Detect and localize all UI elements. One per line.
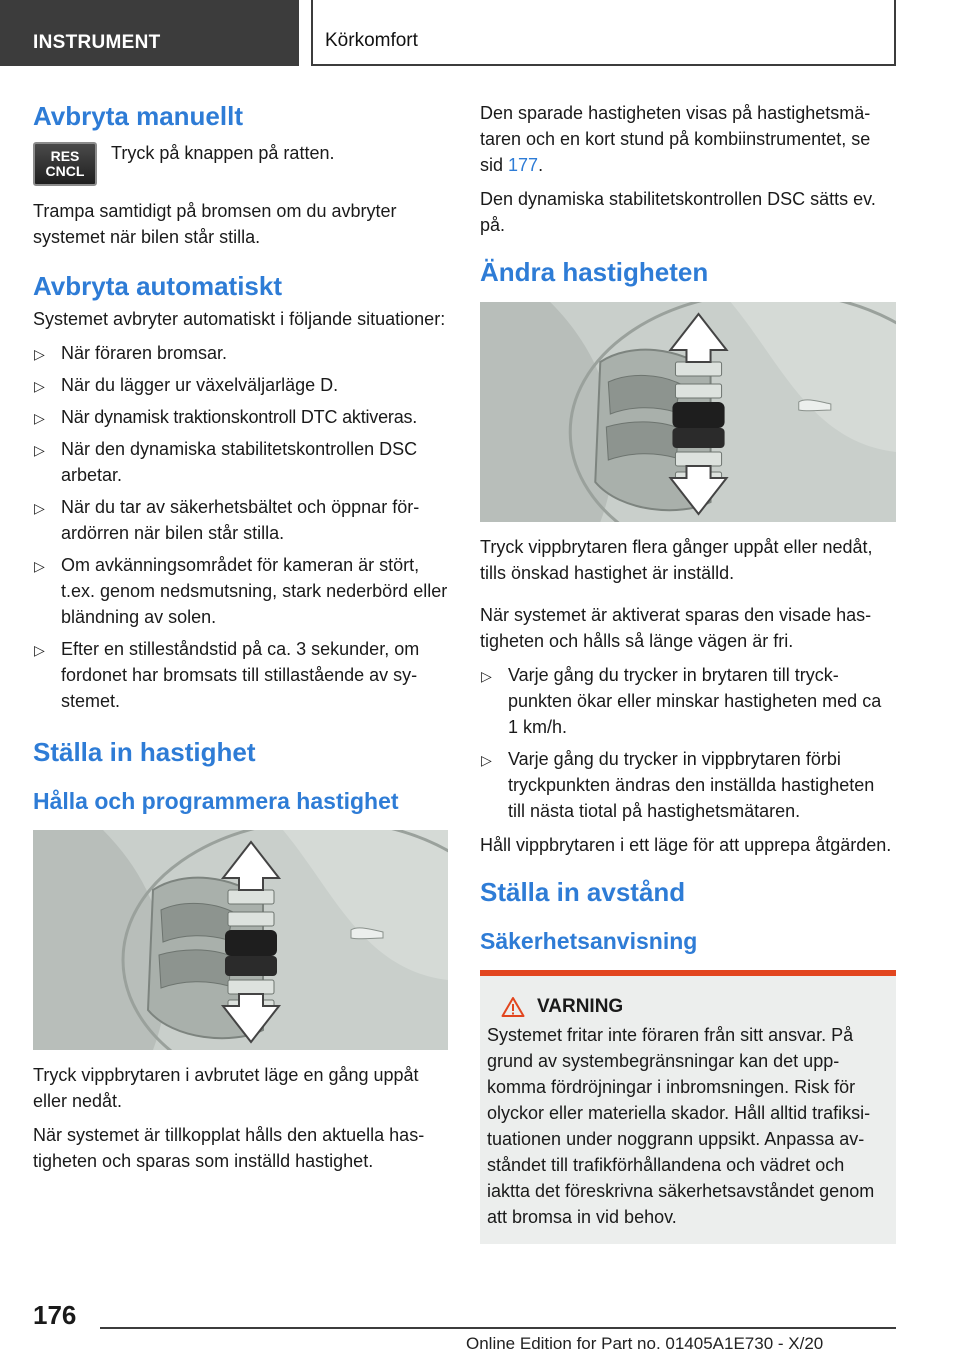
list-item: ▷ Om avkänningsområdet för kameran är stört, t.ex. genom nedsmutsning, stark nederbörd eller bländning av solen. [34,555,448,627]
list-item: ▷ Varje gång du trycker in vippbrytaren förbi tryckpunkten ändras den inställda hastigheten till nästa tiotal på hastighetsmätaren. [481,749,875,821]
dsc-text: Den dynamiska stabilitetskontrollen DSC sätts ev. på. [480,189,876,235]
heading-safety: Säkerhetsanvisning [480,928,698,954]
hold-text-2: När systemet är tillkopplat hålls den aktuella hastigheten och sparas som inställd hastighet. [33,1125,425,1171]
heading-cancel-auto: Avbryta automatiskt [33,271,282,301]
warning-triangle-icon [501,996,525,1018]
res-instruction-text: Tryck på knappen på ratten. [111,143,335,163]
list-item: ▷ När dynamisk traktionskontroll DTC aktiveras. [33,404,448,430]
change-speed-list [480,662,896,824]
triangle-right-icon: ▷ [34,558,45,574]
warning-header [487,996,888,1018]
triangle-right-icon: ▷ [34,378,45,394]
change-text-2: När systemet är aktiverat sparas den visade hastigheten och hålls så länge vägen är fri. [480,605,872,651]
list-item: ▷ När du tar av säkerhetsbältet och öppnar förardörren när bilen står stilla. [34,497,420,543]
footer-divider [100,1327,896,1329]
warning-text: Systemet fritar inte föraren från sitt ansvar. På grund av systembegränsningar kan det uppkomma fördröjningar i inbromsningen. Risk för olyckor eller materiella skador. Håll alltid trafiksituationen under noggrann uppsikt. Anpassa avståndet till trafikförhållandena och vädret och iaktta det föreskrivna säkerhetsavståndet genom att bromsa in vid behov. [487,1025,875,1227]
auto-intro: Systemet avbryter automatiskt i följande situationer: [33,309,446,329]
triangle-right-icon: ▷ [34,642,45,658]
page-link-177[interactable]: 177 [508,155,539,175]
list-item: ▷ När föraren bromsar. [33,340,448,366]
footer-edition: Online Edition for Part no. 01405A1E730 - X/20 [466,1334,824,1353]
hold-repeat-text: Håll vippbrytaren i ett läge för att upprepa åtgärden. [480,835,892,855]
auto-cancel-list [33,340,448,714]
list-item: ▷ När den dynamiska stabilitetskontrollen DSC arbetar. [34,439,418,485]
res-cncl-button-icon: RES CNCL [33,142,97,186]
brake-note: Trampa samtidigt på bromsen om du avbryter systemet när bilen står stilla. [33,201,397,247]
change-text-1: Tryck vippbrytaren flera gånger uppåt eller nedåt, tills önskad hastighet är inställd. [480,537,873,583]
res-cncl-instruction [33,142,448,186]
hold-text-1: Tryck vippbrytaren i avbrutet läge en gång uppåt eller nedåt. [33,1065,419,1111]
triangle-right-icon: ▷ [34,500,45,516]
triangle-right-icon: ▷ [481,752,492,768]
heading-change-speed: Ändra hastigheten [480,257,709,287]
warning-box [480,970,896,1244]
steering-wheel-illustration [33,830,448,1050]
list-item: ▷ Efter en stilleståndstid på ca. 3 sekunder, om fordonet har bromsats till stillastående av systemet. [34,639,420,711]
list-item: ▷ Varje gång du trycker in brytaren till tryckpunkten ökar eller minskar hastigheten med ca 1 km/h. [481,665,882,737]
heading-set-distance: Ställa in avstånd [480,877,686,907]
heading-cancel-manual: Avbryta manuellt [33,101,243,131]
left-column [33,100,448,1182]
saved-speed-text: Den sparade hastigheten visas på hastighetsmätaren och en kort stund på kombiinstrumentet, se sid 177. [480,103,871,175]
heading-set-speed: Ställa in hastighet [33,737,256,767]
triangle-right-icon: ▷ [481,668,492,684]
triangle-right-icon: ▷ [34,410,45,426]
heading-hold-program: Hålla och programmera hastighet [33,788,399,814]
header-topic-title: Körkomfort [311,0,896,66]
steering-wheel-rocker-image [33,830,448,1050]
steering-wheel-illustration [480,302,896,522]
page-number: 176 [33,1300,77,1330]
steering-wheel-rocker-image-2 [480,302,896,522]
header-section-title: INSTRUMENT [0,0,299,66]
list-item: ▷ När du lägger ur växelväljarläge D. [33,372,448,398]
right-column [480,100,896,1244]
triangle-right-icon: ▷ [34,346,45,362]
warning-title: VARNING [537,996,624,1017]
triangle-right-icon: ▷ [34,442,45,458]
